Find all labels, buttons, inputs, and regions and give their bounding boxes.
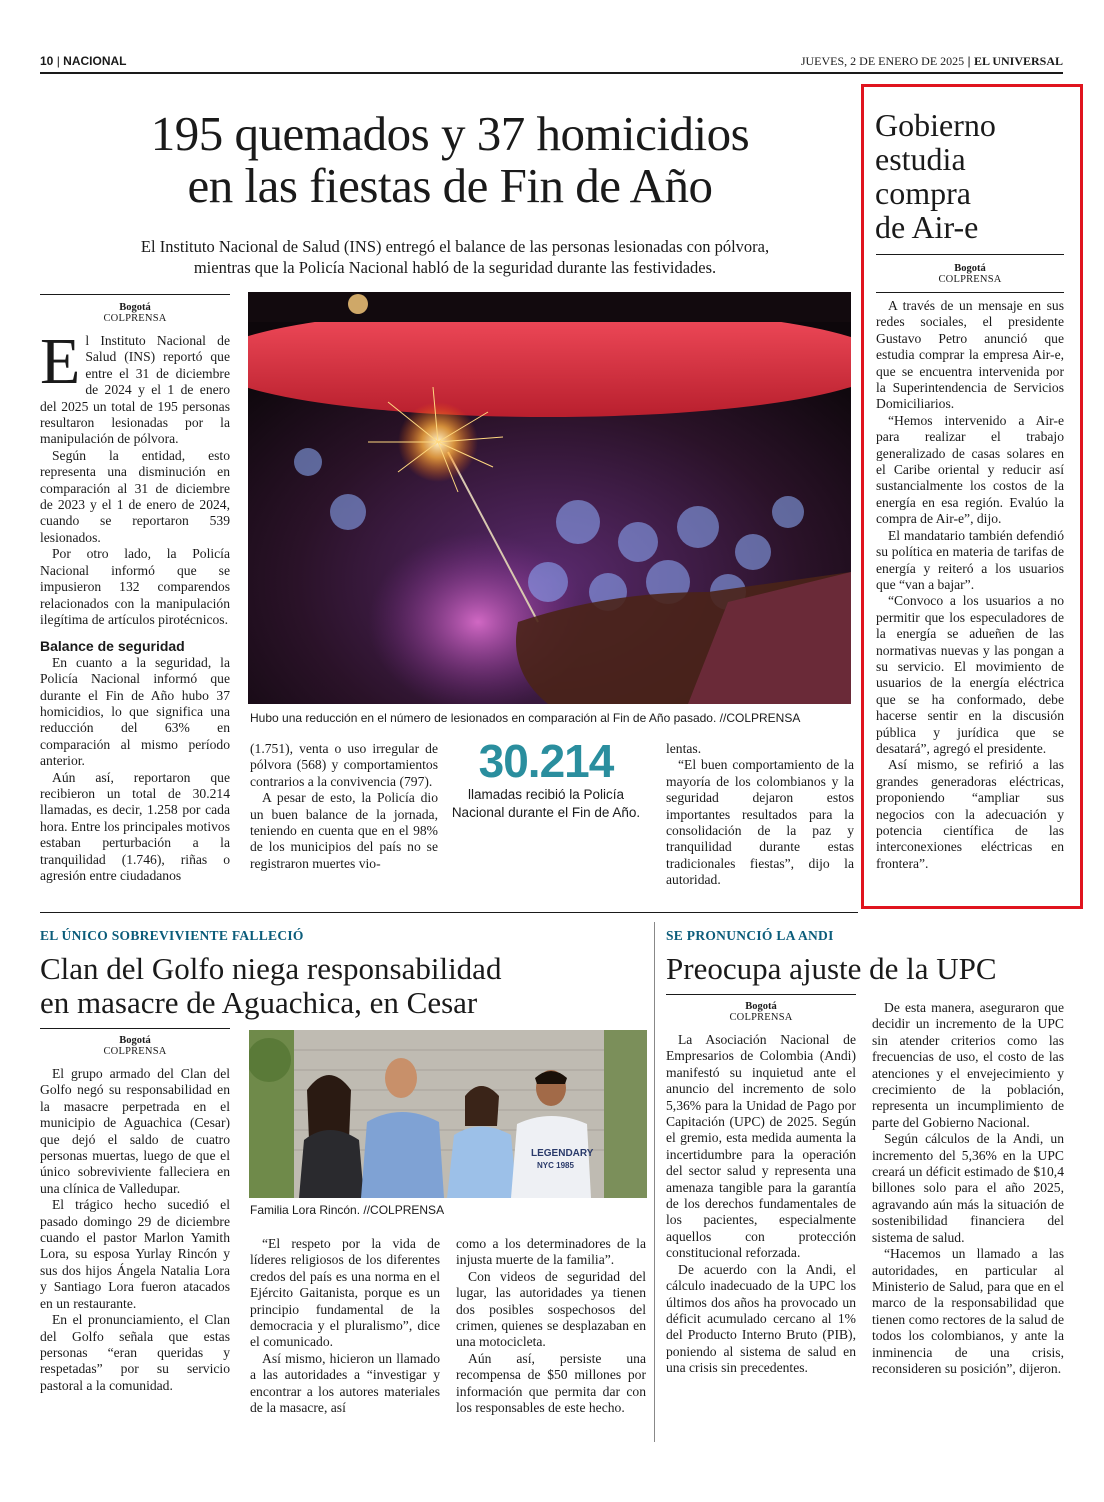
main-paragraph: l Instituto Nacional de Salud (INS) reportó que entre el 31 de diciembre de 2024 y el 1 de enero del 2025 un total de 195 personas resultaron lesionadas por la manipulación de pólvora. [40,333,230,447]
clan-byline [40,1035,230,1057]
main-headline-line-1: 195 quemados y 37 homicidios [150,106,750,161]
byline-agency: COLPRENSA [103,1046,167,1057]
main-headline [60,108,840,212]
clan-headline-line-1: Clan del Golfo niega responsabilidad [40,951,502,986]
section-subhead: Balance de seguridad [40,638,185,655]
upc-paragraph: De acuerdo con la Andi, el cálculo inadecuado de la UPC los últimos dos años ha provocado un déficit acumulado cercano al 1% del Producto Interno Bruto (PIB), poniendo al sistema de salud en una crisis sin precedentes. [666,1261,856,1376]
section-name: NACIONAL [63,54,127,68]
drop-cap: E [40,325,81,398]
main-paragraph: “El buen comportamiento de la mayoría de los colombianos y la seguridad dejaron estos importantes resultados para la consolidación de la paz y tranquilidad durante estas tradicionales fiestas”, dijo la autoridad. [666,757,854,888]
byline-agency: COLPRENSA [103,313,167,324]
main-paragraph: Según la entidad, esto representa una disminución en comparación al 31 de diciembre de 2023 y el 1 de enero de 2024, cuando se reportaron 539 lesionados. [40,447,230,545]
clan-paragraph: Con videos de seguridad del lugar, las autoridades ya tienen dos posibles sospechosos del crimen, quienes se desplazaban en una motocicleta. [456,1268,646,1350]
sidebar-paragraph: A través de un mensaje en sus redes sociales, el presidente Gustavo Petro anunció que estudia comprar la empresa Air-e, que se encuentra intervenida por la Superintendencia de Servicios Domiciliarios. [876,298,1064,412]
main-byline-rule [40,294,230,295]
byline-agency: COLPRENSA [729,1012,793,1023]
header-separator: | [56,54,64,68]
stat-label-line-1: llamadas recibió la Policía [467,787,625,802]
clan-paragraph: Aún así, persiste una recompensa de $50 millones por información que permita dar con los responsables de este hecho. [456,1350,646,1416]
sidebar-headline-line: estudia [875,141,966,177]
sidebar-paragraph: El mandatario también defendió su política en materia de tarifas de energía y reiteró a los usuarios que “van a bajar”. [876,527,1064,592]
main-column-1 [40,325,230,884]
main-column-3 [666,741,854,889]
upc-paragraph: De esta manera, aseguraron que decidir un incremento de la UPC sin atender criterios como las frecuencias de uso, el costo de las atenciones y el envejecimiento y crecimiento de la población, representa un incumplimiento de parte del Gobierno Nacional. [872,1000,1064,1130]
main-deck-line-2: mientras que la Policía Nacional habló de la seguridad durante las festividades. [193,258,717,277]
main-deck-line-1: El Instituto Nacional de Salud (INS) entregó el balance de las personas lesionadas con pólvora, [140,237,770,256]
byline-city: Bogotá [119,302,151,313]
publication-name: EL UNIVERSAL [973,54,1063,68]
sparkler-photo [248,292,851,704]
page-number: 10 [40,54,54,68]
column-divider [654,922,655,1442]
upc-paragraph: Según cálculos de la Andi, un incremento del 5,36% en la UPC creará un déficit estimado de $10,4 billones solo para el año 2025, agravando aún más la situación de sostenibilidad financiera del sistema de salud. [872,1131,1064,1245]
section-divider [40,912,858,913]
upc-paragraph: La Asociación Nacional de Empresarios de Colombia (Andi) manifestó su inquietud ante el anuncio del incremento de solo 5,36% para la Unidad de Pago por Capitación (UPC) de 2025. Según el gremio, esta medida aumenta la incertidumbre para la operación del sector salud y representa una amenaza tangible para la garantía de los derechos fundamentales de los pacientes, especialmente aquellos con protección constitucional reforzada. [666,1032,856,1261]
sidebar-paragraph: “Hemos intervenido a Air-e para realizar el trabajo generalizado de casas solares en el Caribe oriental y reducir así sustancialmente los costos de la energía en esa región. Evalúo la compra de Air-e”, dijo. [876,412,1064,527]
sparkler-photo-illustration [248,292,851,704]
main-byline [40,302,230,324]
clan-paragraph: como a los determinadores de la injusta muerte de la familia”. [456,1236,646,1268]
sidebar-paragraph: “Convoco a los usuarios a no permitir que los especuladores de la energía se adueñen de las normativas nuevas y las pongan a su servicio. El movimiento de usuarios de la energía eléctrica que se ha conformado, debe hacerse sentir en la discusión pública y jurídica que se desatará”, agregó el presidente. [876,593,1064,756]
family-photo [249,1030,647,1198]
main-photo-caption: Hubo una reducción en el número de lesionados en comparación al Fin de Año pasado. //COLPRENSA [250,711,801,725]
clan-paragraph: Así mismo, hicieron un llamado a las autoridades a “investigar y encontrar a los autores materiales de la masacre, así [250,1350,440,1416]
clan-paragraph: El grupo armado del Clan del Golfo negó su responsabilidad en la masacre perpetrada en el municipio de Aguachica (Cesar) que dejó el saldo de cuatro personas muertas, luego de que el único sobreviviente falleciera en una clínica de Valledupar. [40,1066,230,1196]
stat-label-line-2: Nacional durante el Fin de Año. [451,805,641,820]
main-paragraph: lentas. [666,741,702,756]
sidebar-paragraph: Así mismo, se refirió a las grandes generadoras eléctricas, proponiendo “ampliar sus negocios con la adecuación y potencia científica de las interconexiones eléctricas en frontera”. [876,757,1064,871]
upc-byline [666,1001,856,1023]
sidebar-byline-rule [876,254,1064,255]
main-paragraph: A pesar de esto, la Policía dio un buen balance de la jornada, teniendo en cuenta que en el 98% de los municipios del país no se registraron muertes vio- [250,790,438,871]
sidebar-byline [876,263,1064,285]
main-deck [60,236,850,278]
upc-byline-rule [666,994,856,995]
shirt-text: LEGENDARY [531,1148,594,1159]
sidebar-headline-line: Gobierno [875,107,996,143]
clan-byline-rule [40,1028,230,1029]
stat-number: 30.214 [478,735,614,787]
stat-callout [446,736,646,822]
byline-city: Bogotá [119,1035,151,1046]
clan-headline-line-2: en masacre de Aguachica, en Cesar [40,985,478,1020]
page-header [40,54,1063,70]
issue-date: JUEVES, 2 DE ENERO DE 2025 [800,54,965,68]
clan-paragraph: En el pronunciamiento, el Clan del Golfo señala que estas personas “eran queridas y respetadas” por su servicio pastoral a la comunidad. [40,1312,230,1393]
sidebar-headline [875,108,1075,244]
byline-agency: COLPRENSA [938,274,1002,285]
main-paragraph: (1.751), venta o uso irregular de pólvora (568) y comportamientos contrarios a la convivencia (797). [250,741,438,789]
family-photo-illustration [249,1030,647,1198]
header-separator-2: | [967,54,974,68]
family-photo-caption: Familia Lora Rincón. //COLPRENSA [250,1203,445,1217]
upc-column-1 [666,1032,856,1377]
main-headline-line-2: en las fiestas de Fin de Año [187,158,713,213]
sidebar-body [876,298,1064,872]
upc-headline: Preocupa ajuste de la UPC [666,951,997,986]
main-column-2 [250,741,438,872]
main-paragraph: En cuanto a la seguridad, la Policía Nacional informó que durante el Fin de Año hubo 37 homicidios, lo que significa una reducción del 63% en comparación al mismo período anterior. [40,654,230,769]
clan-column-2 [250,1236,440,1416]
clan-headline [40,952,650,1020]
header-rule [40,72,1063,74]
byline-city: Bogotá [954,263,986,274]
clan-paragraph: El trágico hecho sucedió el pasado domingo 29 de diciembre cuando el pastor Marlon Yamith Lora, su esposa Yurlay Rincón y sus dos hijos Ángela Natalia Lora y Santiago Lora fueron atacados en un restaurante. [40,1197,230,1311]
sidebar-headline-line: compra [875,175,971,211]
upc-kicker: SE PRONUNCIÓ LA ANDI [666,928,834,943]
clan-column-1 [40,1066,230,1394]
main-paragraph: Aún así, reportaron que recibieron un total de 30.214 llamadas, es decir, 1.258 por cada hora. Entre los principales motivos estaban perturbación a la tranquilidad (1.746), riñas o agresión entre ciudadanos [40,769,230,883]
clan-column-3 [456,1236,646,1416]
upc-column-2 [872,1000,1064,1377]
clan-paragraph: “El respeto por la vida de líderes religiosos de los diferentes credos del país es una norma en el Ejército Gaitanista, porque es un principio fundamental de la democracia y el pluralismo”, dice el comunicado. [250,1236,440,1350]
upc-paragraph: “Hacemos un llamado a las autoridades, en particular al Ministerio de Salud, para que en el marco de la responsabilidad que tienen como rectores de la salud de todos los colombianos, y ante la inminencia de una crisis, reconsideren su posición”, dijeron. [872,1246,1064,1376]
byline-city: Bogotá [745,1001,777,1012]
shirt-text: NYC 1985 [537,1161,574,1170]
clan-kicker: EL ÚNICO SOBREVIVIENTE FALLECIÓ [40,928,304,943]
sidebar-byline-rule-2 [876,292,1064,293]
sidebar-headline-line: de Air-e [875,209,979,245]
main-paragraph: Por otro lado, la Policía Nacional informó que se impusieron 132 comparendos relacionados con la manipulación ilegítima de artículos pirotécnicos. [40,546,230,627]
